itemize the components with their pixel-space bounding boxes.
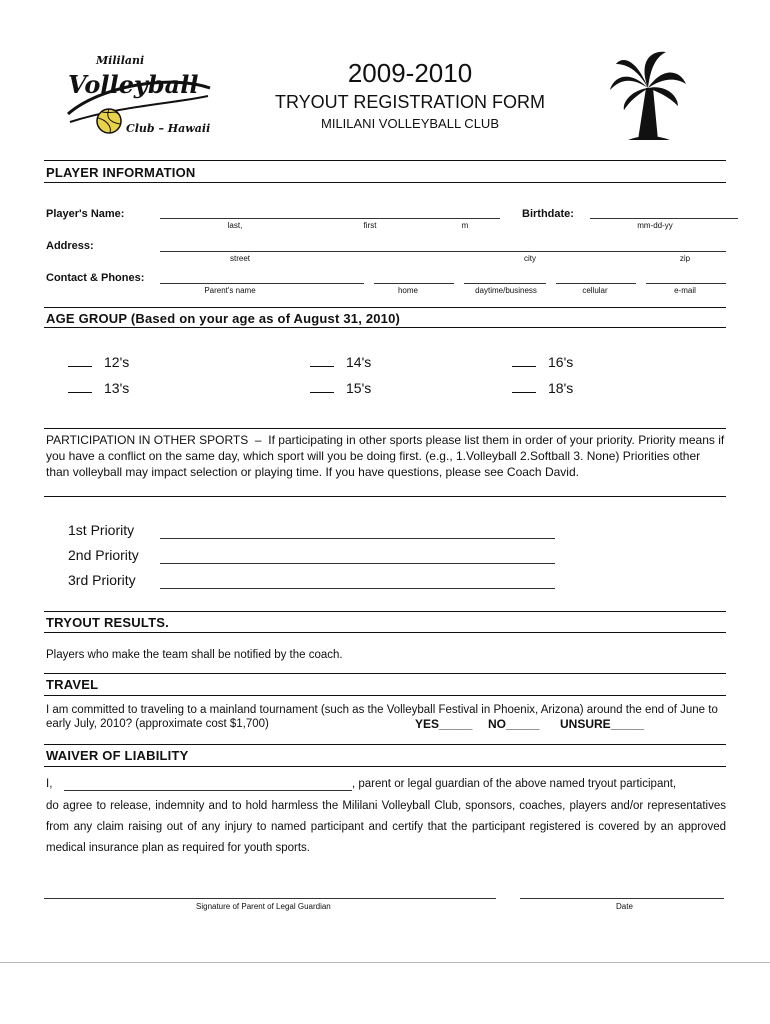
- signature-label: Signature of Parent of Legal Guardian: [196, 902, 331, 911]
- cellular-field[interactable]: [556, 283, 636, 284]
- club-logo: [60, 48, 220, 148]
- age-option-14[interactable]: 14's: [310, 354, 371, 370]
- age-group-heading: AGE GROUP (Based on your age as of August 31, 2010): [46, 311, 401, 326]
- birthdate-label: Birthdate:: [522, 208, 574, 220]
- email-field[interactable]: [646, 283, 726, 284]
- section-rule: [44, 766, 726, 767]
- form-title: TRYOUT REGISTRATION FORM: [274, 92, 545, 112]
- name-sub-last: last,: [227, 221, 243, 230]
- section-rule: [44, 496, 726, 497]
- signature-field[interactable]: [44, 898, 496, 899]
- logo-top-text: Mililani: [96, 54, 145, 67]
- section-rule: [44, 160, 726, 161]
- section-rule: [44, 428, 726, 429]
- player-name-label: Player's Name:: [46, 208, 125, 220]
- logo-sub-text: Club – Hawaii: [126, 122, 211, 135]
- birth-sub: mm-dd-yy: [637, 221, 673, 230]
- priority-1-field[interactable]: [160, 538, 555, 539]
- address-sub-city: city: [524, 254, 536, 263]
- waiver-text: do agree to release, indemnity and to hold harmless the Mililani Volleyball Club, sponsors, coaches, players and/or representatives from any claim raising out of any injury to named participant and certify that the participant registered is covered by an approved medical insurance plan as required for youth sports.: [46, 800, 726, 854]
- travel-unsure[interactable]: UNSURE_____: [560, 717, 645, 731]
- address-sub-zip: zip: [679, 254, 691, 263]
- age-option-13[interactable]: 13's: [68, 380, 129, 396]
- contact-sub-daytime: daytime/business: [475, 286, 537, 295]
- player-info-heading: PLAYER INFORMATION: [46, 165, 196, 180]
- section-rule: [44, 744, 726, 745]
- form-year: 2009-2010: [347, 58, 473, 88]
- volleyball-icon: [94, 106, 124, 136]
- priority-2-label: 2nd Priority: [68, 547, 139, 563]
- participation-block: PARTICIPATION IN OTHER SPORTS – If participating in other sports please list them in order of your priority. Priority means if you have a conflict on the same day, which sport will you be doing first. (e.g., 1.Volleyball 2.Softball 3. None) Priorities other than volleyball may impact selection or playing time. If you have questions, please see Coach David.: [46, 433, 725, 479]
- birthdate-field[interactable]: [590, 218, 738, 219]
- travel-no[interactable]: NO_____: [488, 717, 540, 731]
- section-rule: [44, 673, 726, 674]
- priority-3-label: 3rd Priority: [68, 572, 136, 588]
- logo-main-text: Volleyball: [68, 70, 199, 99]
- participation-text: If participating in other sports please list them in order of your priority. Priority means if you have a conflict on the same day, which sport will you be doing first. (e.g., 1.Volleyball 2.Softball 3. None) Priorities other than volleyball may impact selection or playing time. If you have questions, please see Coach David.: [46, 433, 725, 479]
- date-field[interactable]: [520, 898, 724, 899]
- palm-tree-icon: [608, 48, 688, 143]
- contact-sub-home: home: [397, 286, 418, 295]
- daytime-phone-field[interactable]: [464, 283, 546, 284]
- section-rule: [44, 307, 726, 308]
- age-option-18[interactable]: 18's: [512, 380, 573, 396]
- travel-yes[interactable]: YES_____: [415, 717, 473, 731]
- guardian-name-field[interactable]: [64, 790, 352, 791]
- section-rule: [44, 327, 726, 328]
- name-sub-first: first: [363, 221, 377, 230]
- participation-heading: PARTICIPATION IN OTHER SPORTS: [46, 433, 249, 447]
- waiver-line1: , parent or legal guardian of the above named tryout participant,: [352, 778, 677, 790]
- contact-sub-cellular: cellular: [582, 286, 608, 295]
- tryout-text: Players who make the team shall be notified by the coach.: [46, 649, 343, 661]
- address-label: Address:: [46, 240, 94, 252]
- address-sub-street: street: [229, 254, 250, 263]
- tryout-heading: TRYOUT RESULTS.: [46, 615, 169, 630]
- waiver-heading: WAIVER OF LIABILITY: [46, 748, 189, 763]
- priority-1-label: 1st Priority: [68, 522, 135, 538]
- home-phone-field[interactable]: [374, 283, 454, 284]
- contact-sub-parent: Parent's name: [204, 286, 256, 295]
- travel-heading: TRAVEL: [46, 677, 99, 692]
- contact-label: Contact & Phones:: [46, 272, 145, 284]
- age-option-12[interactable]: 12's: [68, 354, 129, 370]
- section-rule: [44, 611, 726, 612]
- priority-2-field[interactable]: [160, 563, 555, 564]
- parent-name-field[interactable]: [160, 283, 364, 284]
- page-bottom-rule: [0, 962, 770, 963]
- section-rule: [44, 695, 726, 696]
- waiver-i: I,: [46, 778, 53, 790]
- travel-text: I am committed to traveling to a mainland tournament (such as the Volleyball Festival in Phoenix, Arizona) around the end of June to early July, 2010? (approximate cost $1,700): [46, 704, 718, 730]
- section-rule: [44, 182, 726, 183]
- name-sub-m: m: [461, 221, 469, 230]
- age-option-15[interactable]: 15's: [310, 380, 371, 396]
- date-label: Date: [616, 902, 633, 911]
- player-name-field[interactable]: [160, 218, 500, 219]
- section-rule: [44, 632, 726, 633]
- contact-sub-email: e-mail: [674, 286, 696, 295]
- club-name: MILILANI VOLLEYBALL CLUB: [321, 116, 499, 131]
- priority-3-field[interactable]: [160, 588, 555, 589]
- address-field[interactable]: [160, 251, 726, 252]
- age-option-16[interactable]: 16's: [512, 354, 573, 370]
